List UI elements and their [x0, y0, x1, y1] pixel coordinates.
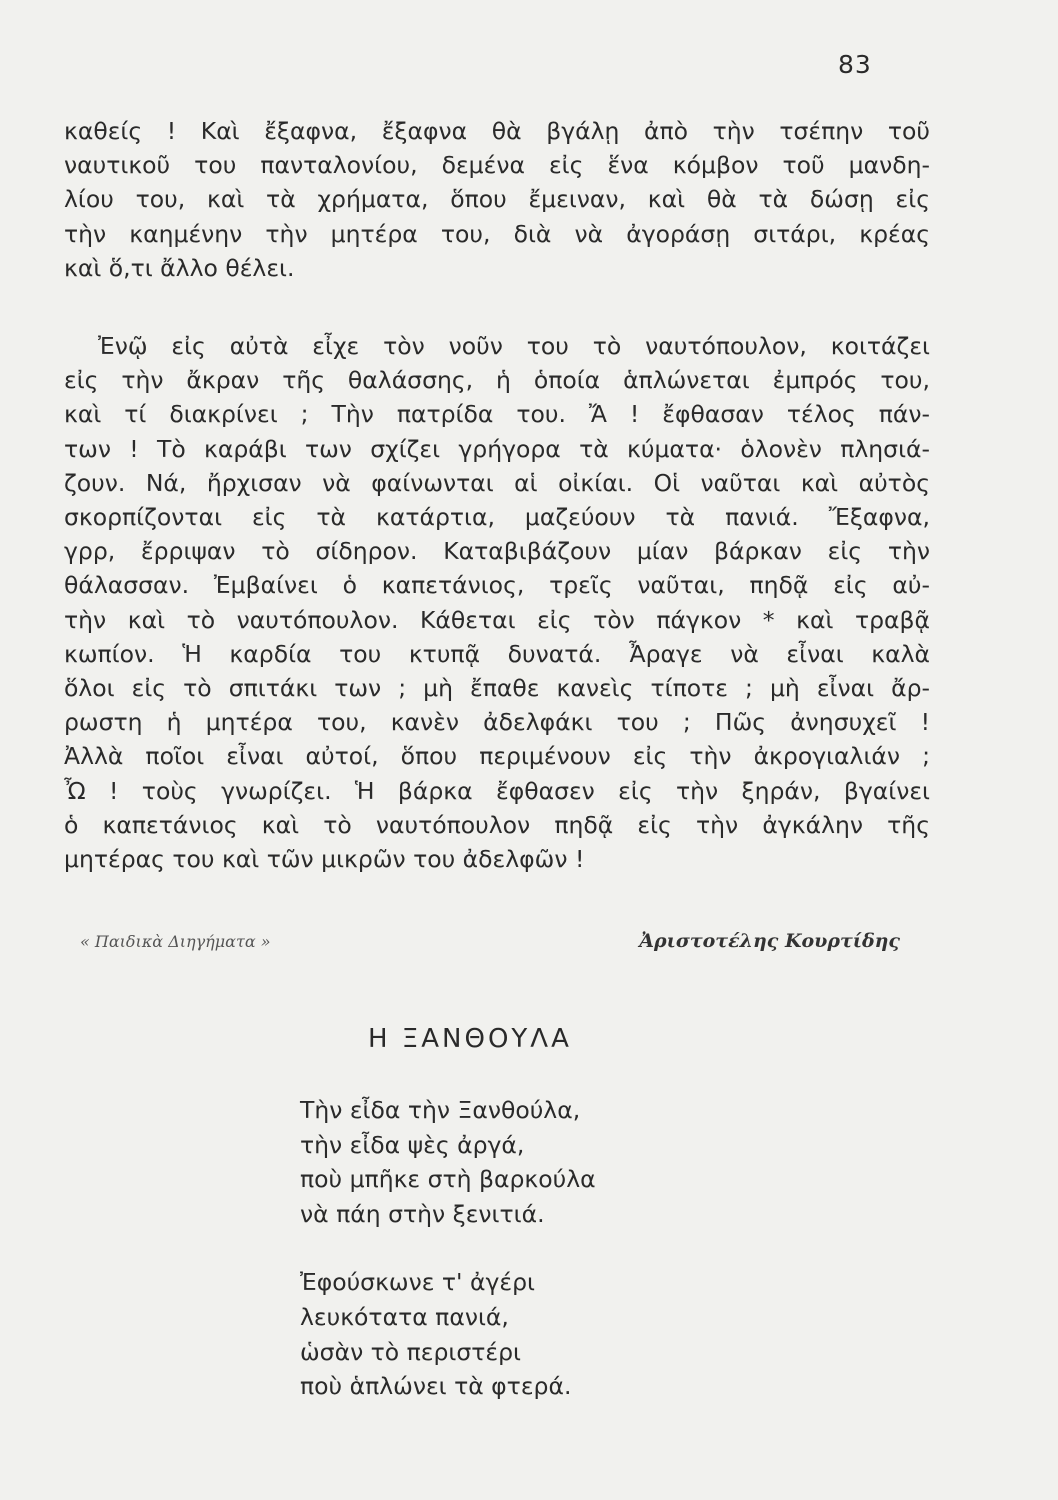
- text-line: ναυτικοῦ του πανταλονίου, δεμένα εἰς ἕνα κόμβον τοῦ μανδη-: [64, 151, 930, 180]
- text-line: κωπίον. Ἡ καρδία του κτυπᾷ δυνατά. Ἆραγε νὰ εἶναι καλὰ: [64, 639, 930, 668]
- text-line: σκορπίζονται εἰς τὰ κατάρτια, μαζεύουν τὰ πανιά. Ἔξαφνα,: [64, 503, 930, 532]
- poem-line: ὡσὰν τὸ περιστέρι: [300, 1337, 521, 1366]
- poem-line: ποὺ μπῆκε στὴ βαρκούλα: [300, 1165, 596, 1194]
- text-line: Ἀλλὰ ποῖοι εἶναι αὐτοί, ὅπου περιμένουν εἰς τὴν ἀκρογιαλιάν ;: [64, 742, 930, 771]
- stanza-1: [300, 1093, 596, 1231]
- poem-line: νὰ πάη στὴν ξενιτιά.: [300, 1199, 545, 1228]
- text-line: θάλασσαν. Ἐμβαίνει ὁ καπετάνιος, τρεῖς ναῦται, πηδᾷ εἰς αὐ-: [64, 571, 930, 600]
- poem-line: Ἐφούσκωνε τ' ἀγέρι: [300, 1268, 535, 1297]
- text-line: καὶ ὅ,τι ἄλλο θέλει.: [64, 253, 295, 282]
- text-line: τὴν καημένην τὴν μητέρα του, διὰ νὰ ἀγοράσῃ σιτάρι, κρέας: [64, 219, 930, 248]
- text-line: ζουν. Νά, ἤρχισαν νὰ φαίνωνται αἱ οἰκίαι. Οἱ ναῦται καὶ αὐτὸς: [64, 468, 930, 497]
- author-name: Ἀριστοτέλης Κουρτίδης: [639, 930, 900, 952]
- poem-line: λευκότατα πανιά,: [300, 1302, 509, 1331]
- text-line: ρωστη ἡ μητέρα του, κανὲν ἀδελφάκι του ; Πῶς ἀνησυχεῖ !: [64, 708, 930, 737]
- text-line: Ἐνῷ εἰς αὐτὰ εἶχε τὸν νοῦν του τὸ ναυτόπουλον, κοιτάζει: [98, 332, 930, 361]
- text-line: ὁ καπετάνιος καὶ τὸ ναυτόπουλον πηδᾷ εἰς τὴν ἀγκάλην τῆς: [64, 810, 930, 839]
- text-line: καὶ τί διακρίνει ; Τὴν πατρίδα του. Ἄ ! ἔφθασαν τέλος πάν-: [64, 400, 930, 429]
- text-line: των ! Τὸ καράβι των σχίζει γρήγορα τὰ κύματα· ὁλονὲν πλησιά-: [64, 434, 930, 463]
- paragraph-1: [64, 114, 930, 285]
- text-line: εἰς τὴν ἄκραν τῆς θαλάσσης, ἡ ὁποία ἁπλώνεται ἐμπρός του,: [64, 366, 930, 395]
- poem: [300, 1093, 596, 1404]
- poem-title: Η ΞΑΝΘΟΥΛΑ: [368, 1024, 572, 1054]
- stanza-2: [300, 1265, 596, 1403]
- poem-line: ποὺ ἁπλώνει τὰ φτερά.: [300, 1372, 572, 1401]
- story-text: [64, 114, 930, 876]
- poem-line: Τὴν εἶδα τὴν Ξανθούλα,: [300, 1096, 581, 1124]
- text-line: τὴν καὶ τὸ ναυτόπουλον. Κάθεται εἰς τὸν πάγκον * καὶ τραβᾷ: [64, 605, 930, 634]
- text-line: μητέρας του καὶ τῶν μικρῶν του ἀδελφῶν !: [64, 845, 585, 874]
- text-line: καθείς ! Καὶ ἔξαφνα, ἔξαφνα θὰ βγάλῃ ἀπὸ τὴν τσέπην τοῦ: [64, 117, 930, 145]
- poem-line: τὴν εἶδα ψὲς ἀργά,: [300, 1130, 525, 1159]
- text-line: Ὦ ! τοὺς γνωρίζει. Ἡ βάρκα ἔφθασεν εἰς τὴν ξηράν, βγαίνει: [64, 776, 930, 805]
- text-line: γρρ, ἔρριψαν τὸ σίδηρον. Καταβιβάζουν μίαν βάρκαν εἰς τὴν: [64, 537, 930, 566]
- text-line: λίου του, καὶ τὰ χρήματα, ὅπου ἔμειναν, καὶ θὰ τὰ δώσῃ εἰς: [64, 185, 930, 214]
- page-number: 83: [838, 50, 872, 79]
- source-title: « Παιδικὰ Διηγήματα »: [80, 932, 271, 951]
- text-line: ὅλοι εἰς τὸ σπιτάκι των ; μὴ ἔπαθε κανεὶς τίποτε ; μὴ εἶναι ἄρ-: [64, 674, 930, 703]
- paragraph-2: [64, 329, 930, 876]
